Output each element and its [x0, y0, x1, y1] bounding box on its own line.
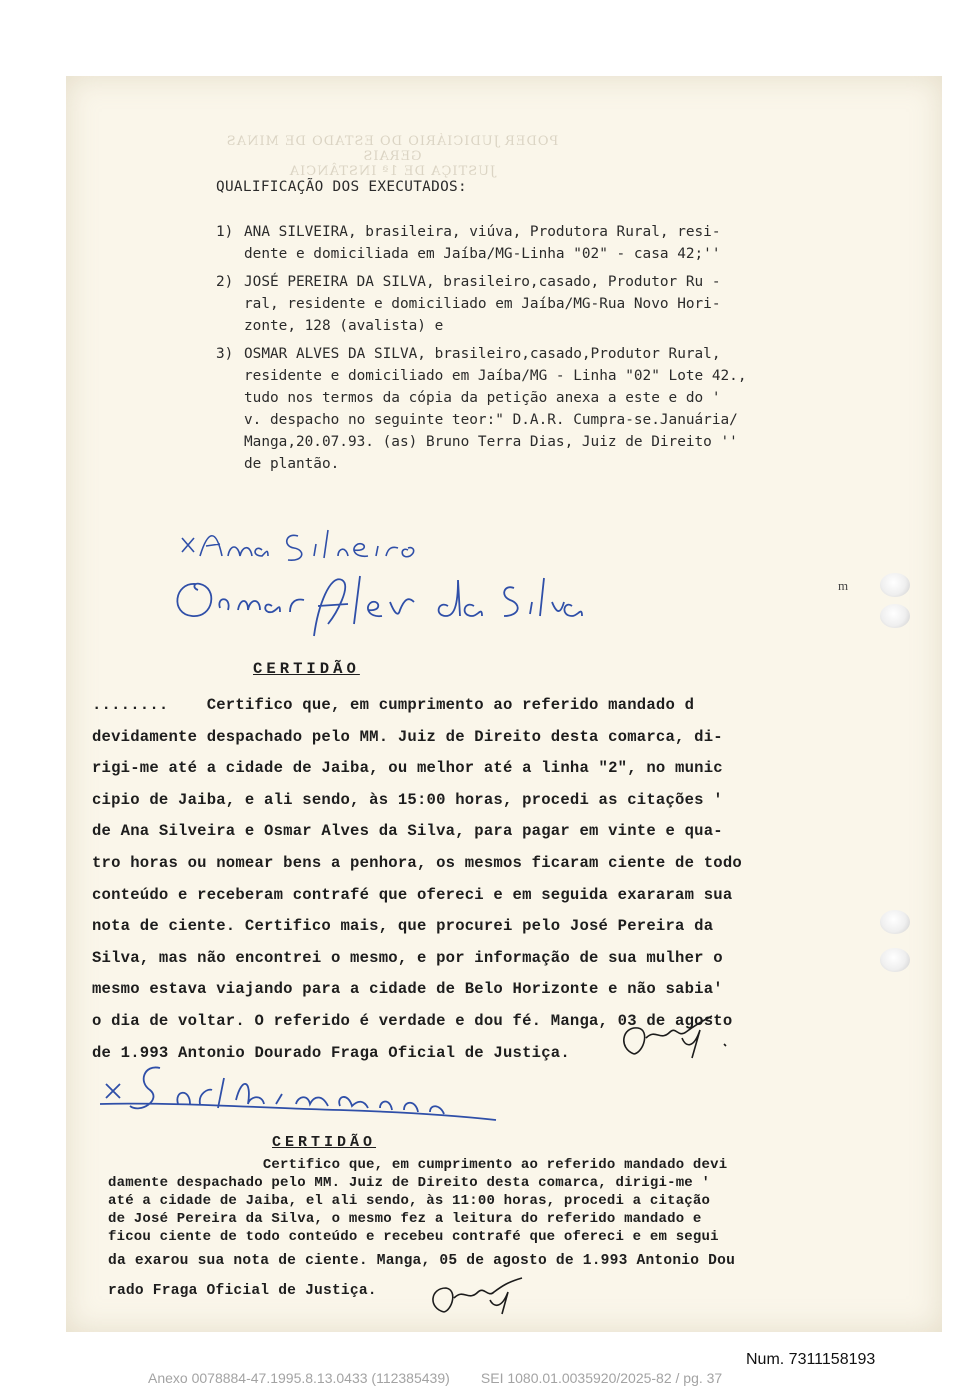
certidao-line: tro horas ou nomear bens a penhora, os mesmos ficaram ciente de todo	[92, 853, 742, 872]
certidao-line: de José Pereira da Silva, o mesmo fez a leitura do referido mandado e	[108, 1211, 702, 1227]
certidao-line: cipio de Jaiba, e ali sendo, às 15:00 horas, procedi as citações '	[92, 790, 723, 809]
officer-initials	[616, 1008, 736, 1064]
item-line: zonte, 128 (avalista) e	[244, 318, 444, 334]
item-number: 1)	[216, 224, 234, 240]
item-text	[244, 271, 721, 337]
certidao-line: nota de ciente. Certifico mais, que procurei pelo José Pereira da	[92, 917, 714, 936]
certidao-line: mesmo estava viajando para a cidade de Belo Horizonte e não sabia'	[92, 980, 723, 999]
punch-hole	[880, 948, 910, 972]
certidao-line: de 1.993 Antonio Dourado Fraga Oficial de Justiça.	[92, 1043, 570, 1062]
signature-jose-pereira	[100, 1060, 500, 1134]
bleed-through-text: PODER JUDICIÁRIO DO ESTADO DE MINAS GERAIS JUSTIÇA DE 1ª INSTÂNCIA	[225, 134, 559, 179]
item-line: de plantão.	[244, 456, 340, 472]
document-source-reference: Anexo 0078884-47.1995.8.13.0433 (112385439) SEI 1080.01.0035920/2025-82 / pg. 37	[148, 1370, 723, 1386]
item-line: ANA SILVEIRA, brasileira, viúva, Produtora Rural, resi-	[244, 224, 721, 240]
item-line: JOSÉ PEREIRA DA SILVA, brasileiro,casado, Produtor Ru -	[244, 274, 721, 290]
certidao-line: devidamente despachado pelo MM. Juiz de Direito desta comarca, di-	[92, 727, 723, 746]
certidao-line: da exarou sua nota de ciente. Manga, 05 de agosto de 1.993 Antonio Dou	[108, 1253, 736, 1269]
item-line: v. despacho no seguinte teor:" D.A.R. Cumpra-se.Januária/	[244, 412, 738, 428]
item-line: tudo nos termos da cópia da petição anexa a este e do '	[244, 390, 721, 406]
certidao-line: Certifico que, em cumprimento ao referido mandado devi	[108, 1157, 728, 1173]
qualificacao-title: QUALIFICAÇÃO DOS EXECUTADOS:	[216, 179, 467, 195]
certidao-line: ........ Certifico que, em cumprimento ao referido mandado d	[92, 696, 695, 714]
item-number: 2)	[216, 274, 234, 290]
certidao-line: o dia de voltar. O referido é verdade e dou fé. Manga, 03 de agosto	[92, 1011, 733, 1030]
item-line: Manga,20.07.93. (as) Bruno Terra Dias, Juiz de Direito ''	[244, 434, 738, 450]
item-line: ral, residente e domiciliado em Jaíba/MG-Rua Novo Hori-	[244, 296, 721, 312]
punch-hole	[880, 573, 910, 597]
certidao-title: CERTIDÃO	[272, 1134, 377, 1151]
certidao-line: até a cidade de Jaiba, el ali sendo, às 11:00 horas, procedi a citação	[108, 1193, 711, 1209]
document-number: Num. 7311158193	[746, 1351, 876, 1368]
item-number: 3)	[216, 346, 234, 362]
margin-mark: m	[838, 578, 849, 593]
item-text	[244, 343, 747, 475]
certidao-title: CERTIDÃO	[253, 660, 360, 678]
signature-ana-silveira	[178, 522, 448, 568]
officer-initials	[422, 1268, 542, 1322]
certidao-line: rigi-me até a cidade de Jaiba, ou melhor até a linha "2", no munic	[92, 759, 723, 778]
certidao-line: conteúdo e receberam contrafé que ofereci e em seguida exararam sua	[92, 885, 733, 904]
certidao-body	[108, 1156, 727, 1246]
certidao-line: damente despachado pelo MM. Juiz de Direito desta comarca, dirigi-me '	[108, 1175, 711, 1191]
signature-osmar-alves	[168, 566, 588, 642]
certidao-line: Silva, mas não encontrei o mesmo, e por informação de sua mulher o	[92, 948, 723, 967]
item-line: residente e domiciliado em Jaíba/MG - Linha "02" Lote 42.,	[244, 368, 747, 384]
punch-hole	[880, 910, 910, 934]
punch-hole	[880, 604, 910, 628]
item-text	[244, 221, 721, 265]
certidao-line: de Ana Silveira e Osmar Alves da Silva, para pagar em vinte e qua-	[92, 822, 723, 841]
certidao-line: rado Fraga Oficial de Justiça.	[108, 1283, 377, 1299]
item-line: dente e domiciliada em Jaíba/MG-Linha "02" - casa 42;''	[244, 246, 721, 262]
certidao-line: ficou ciente de todo conteúdo e recebeu contrafé que ofereci e em segui	[108, 1229, 719, 1245]
item-line: OSMAR ALVES DA SILVA, brasileiro,casado,Produtor Rural,	[244, 346, 721, 362]
